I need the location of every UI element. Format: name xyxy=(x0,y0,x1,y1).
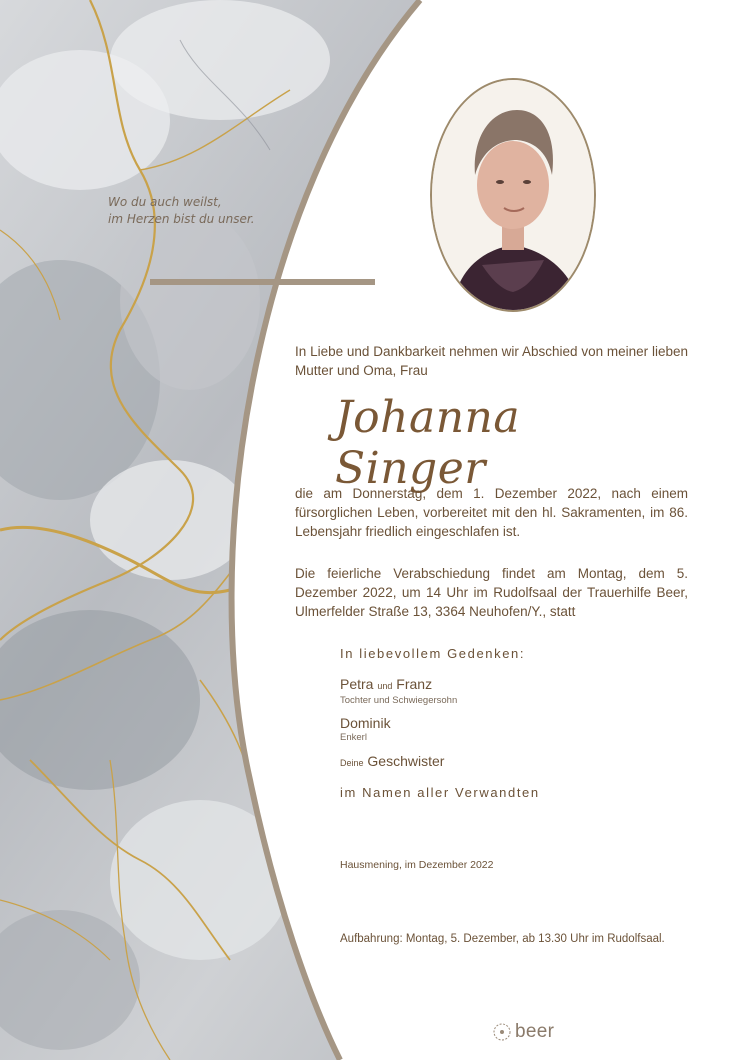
mourner-name: Petra xyxy=(340,676,374,692)
place-date: Hausmening, im Dezember 2022 xyxy=(340,859,494,871)
death-announcement-text: die am Donnerstag, dem 1. Dezember 2022, nach einem fürsorglichen Leben, vorbereitet mit den hl. Sakramenten, im 86. Lebensjahr friedlich eingeschlafen ist. xyxy=(295,486,688,539)
mourner-name: Franz xyxy=(396,676,433,692)
farewell-ceremony-text: Die feierliche Verabschiedung findet am Montag, dem 5. Dezember 2022, um 14 Uhr im Rudolfsaal der Trauerhilfe Beer, Ulmerfelder Straße 13, 3364 Neuhofen/Y., statt xyxy=(295,566,688,619)
mourner-name: Dominik xyxy=(340,715,391,731)
quote-line-2: im Herzen bist du unser. xyxy=(108,212,255,226)
mourner-relation: Enkerl xyxy=(340,732,367,743)
mourner-petra-franz xyxy=(340,676,457,707)
portrait-photo xyxy=(430,78,596,312)
mourner-relation: Tochter und Schwiegersohn xyxy=(340,695,458,706)
cross-bar xyxy=(150,279,375,285)
quote-line-1: Wo du auch weilst, xyxy=(108,195,222,209)
mourner-name: Geschwister xyxy=(367,753,445,769)
mourner-siblings xyxy=(340,753,444,772)
portrait-illustration xyxy=(432,80,594,310)
memorial-quote xyxy=(108,194,278,228)
mourner-connector: und xyxy=(377,681,393,691)
deceased-name: Johanna Singer xyxy=(335,392,521,494)
funeral-home-logo xyxy=(492,1021,554,1043)
logo-text: beer xyxy=(515,1021,555,1042)
viewing-info: Aufbahrung: Montag, 5. Dezember, ab 13.30 Uhr im Rudolfsaal. xyxy=(340,933,665,945)
mourner-prefix: Deine xyxy=(340,758,364,768)
intro-text: In Liebe und Dankbarkeit nehmen wir Abschied von meiner lieben Mutter und Oma, Frau xyxy=(295,344,688,378)
mourners-closing: im Namen aller Verwandten xyxy=(340,785,540,800)
dandelion-icon xyxy=(492,1022,512,1042)
mourners-heading: In liebevollem Gedenken: xyxy=(340,646,526,661)
mourner-dominik xyxy=(340,715,391,744)
